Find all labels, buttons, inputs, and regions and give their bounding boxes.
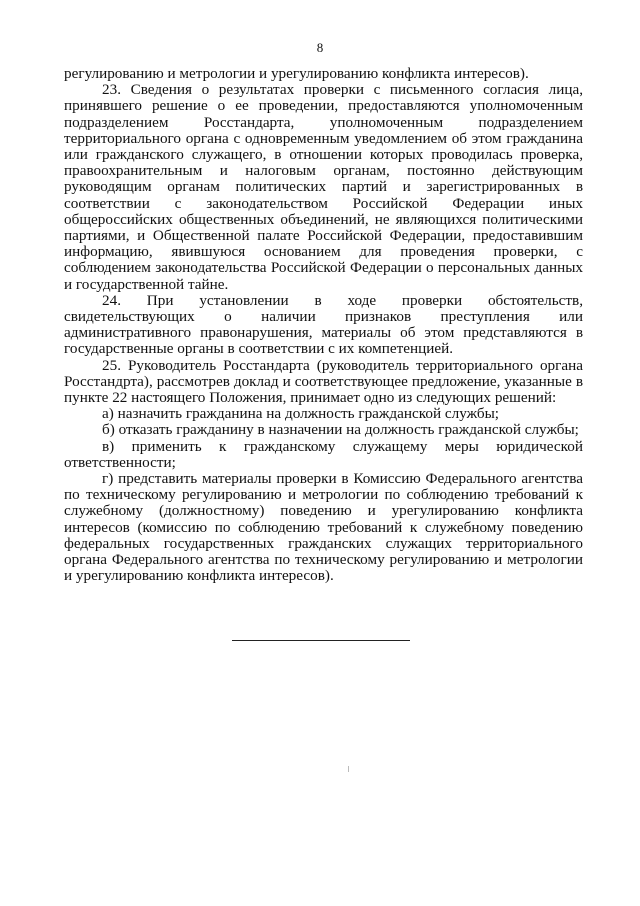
paragraph-25-item-a: а) назначить гражданина на должность гражданской службы;	[102, 405, 500, 423]
scan-speck	[348, 766, 349, 772]
page-number: 8	[316, 40, 324, 55]
paragraph-25-item-d: г) представить материалы проверки в Комиссию Федерального агентства по техническому регулированию и метрологии по соблюдению требований к служебному (должностному) поведению и урегулированию конфликта интересов (комиссию по соблюдению требований к служебному поведению федеральных государственных гражданских служащих территориального органа Федерального агентства по техническому регулированию и метрологии и урегулированию конфликта интересов).	[64, 470, 583, 585]
paragraph-continuation: регулированию и метрологии и урегулированию конфликта интересов).	[64, 65, 529, 82]
paragraph-24: 24. При установлении в ходе проверки обстоятельств, свидетельствующих о наличии признаков преступления или административного правонарушения, материалы об этом представляются в государственные органы в соответствии с их компетенцией.	[64, 291, 583, 358]
paragraph-25-item-c: в) применить к гражданскому служащему меры юридической ответственности;	[64, 437, 583, 471]
paragraph-23: 23. Сведения о результатах проверки с письменного согласия лица, принявшего решение о ее проведении, предоставляются уполномоченным подразделением Росстандарта, уполномоченным подразделением территориального органа с одновременным уведомлением об этом гражданина или гражданского служащего, в отношении которых проводилась проверка, правоохранительным и налоговым органам, постоянно действующим руководящим органам политических партий и зарегистрированных в соответствии с законодательством Российской Федерации иных общероссийских общественных объединений, не являющихся политическими партиями, и Общественной палате Российской Федерации, предоставившим информацию, явившуюся основанием для проведения проверки, с соблюдением законодательства Российской Федерации о персональных данных и государственной тайне.	[64, 81, 583, 293]
paragraph-25: 25. Руководитель Росстандарта (руководитель территориального органа Росстандрта), рассмотрев доклад и соответствующее предложение, указанные в пункте 22 настоящего Положения, принимает одно из следующих решений:	[64, 356, 583, 407]
document-body	[64, 66, 583, 585]
paragraph-25-item-b: б) отказать гражданину в назначении на должность гражданской службы;	[102, 421, 579, 439]
end-of-text-divider	[232, 640, 410, 641]
